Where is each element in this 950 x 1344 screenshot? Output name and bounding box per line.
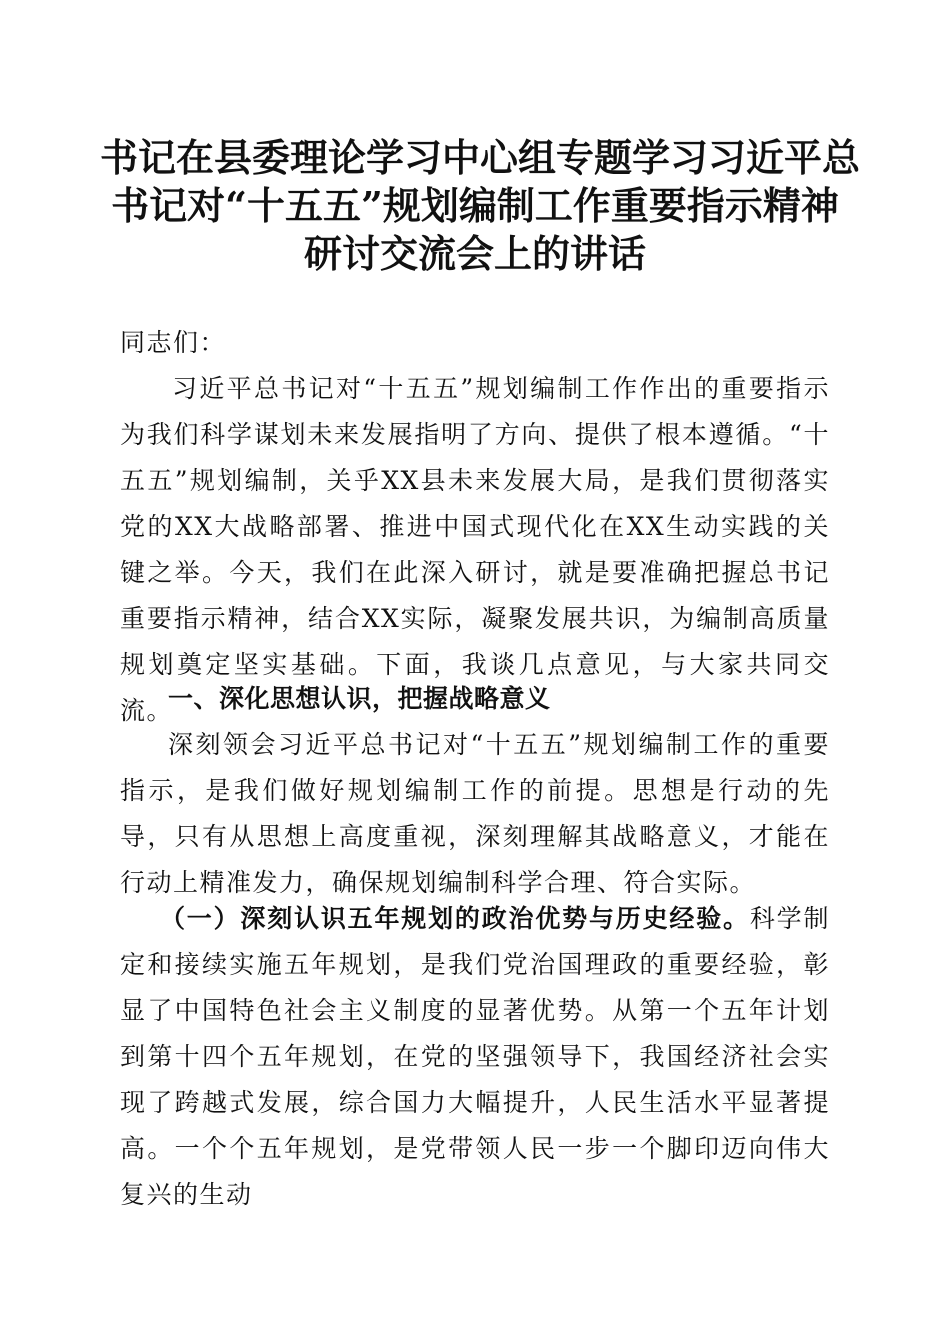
title-line-1: 书记在县委理论学习中心组专题学习习近平总 bbox=[100, 135, 861, 180]
paragraph-intro: 习近平总书记对“十五五”规划编制工作作出的重要指示为我们科学谋划未来发展指明了方向、提供了根本遵循。“十五五”规划编制，关乎XX县未来发展大局，是我们贯彻落实党的XX大战略部署、推进中国式现代化在XX生动实践的关键之举。今天，我们在此深入研讨，就是要准确把握总书记重要指示精神，结合XX实际，凝聚发展共识，为编制高质量规划奠定坚实基础。下面，我谈几点意见，与大家共同交流。 bbox=[120, 374, 830, 725]
document-title bbox=[100, 134, 861, 278]
title-line-2: 书记对“十五五”规划编制工作重要指示精神 bbox=[111, 183, 839, 228]
section-heading-1: 一、深化思想认识，把握战略意义 bbox=[168, 684, 551, 713]
salutation: 同志们： bbox=[120, 328, 227, 357]
subsection-body-1: 科学制定和接续实施五年规划，是我们党治国理政的重要经验，彰显了中国特色社会主义制度的显著优势。从第一个五年计划到第十四个五年规划，在党的坚强领导下，我国经济社会实现了跨越式发展，综合国力大幅提升，人民生活水平显著提高。一个个五年规划，是党带领人民一步一个脚印迈向伟大复兴的生动 bbox=[120, 904, 830, 1209]
paragraph-subsection-1 bbox=[120, 896, 830, 1218]
subsection-heading-1: （一）深刻认识五年规划的政治优势与历史经验。 bbox=[160, 904, 750, 933]
paragraph-section-1: 深刻领会习近平总书记对“十五五”规划编制工作的重要指示，是我们做好规划编制工作的前提。思想是行动的先导，只有从思想上高度重视，深刻理解其战略意义，才能在行动上精准发力，确保规划编制科学合理、符合实际。 bbox=[120, 730, 830, 897]
title-line-3: 研讨交流会上的讲话 bbox=[303, 231, 646, 276]
